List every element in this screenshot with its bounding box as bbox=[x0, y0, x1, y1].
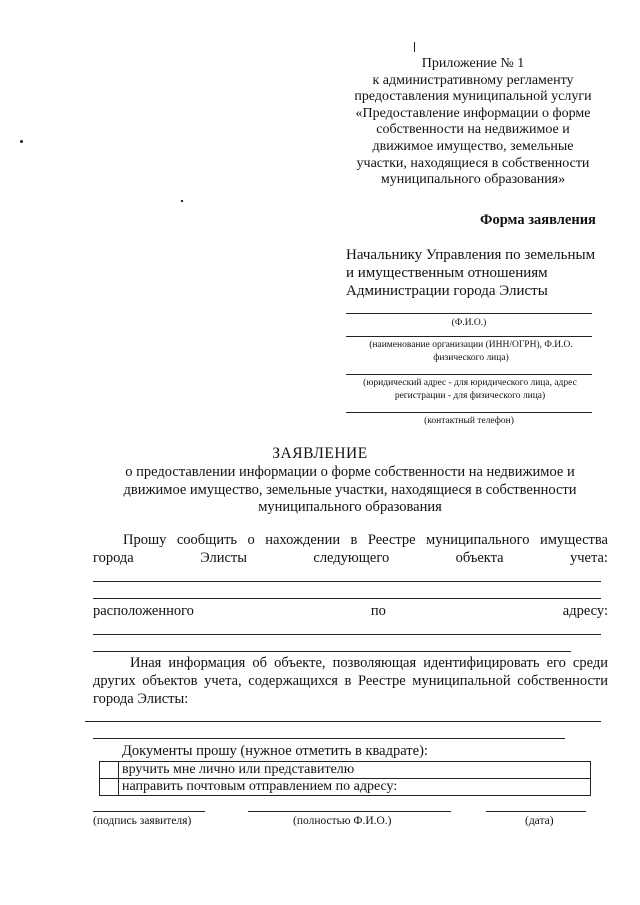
scan-mark bbox=[20, 140, 23, 143]
scan-mark bbox=[414, 42, 415, 52]
address-caption: (юридический адрес - для юридического лица, адрес регистрации - для физического лица) bbox=[363, 378, 577, 401]
org-caption: (наименование организации (ИНН/ОГРН), Ф.И.О. физического лица) bbox=[369, 340, 573, 363]
form-title: Форма заявления bbox=[480, 212, 596, 228]
delivery-options-table bbox=[99, 761, 591, 796]
appendix-line: участки, находящиеся в собственности bbox=[356, 155, 590, 171]
appendix-block bbox=[340, 56, 606, 189]
phone-caption: (контактный телефон) bbox=[424, 416, 514, 426]
checkbox-hand-delivery[interactable] bbox=[100, 762, 119, 779]
signature-line[interactable] bbox=[93, 811, 205, 812]
statement-subtitle-line: муниципального образования bbox=[258, 499, 442, 515]
scan-mark bbox=[181, 200, 183, 202]
object-field-line-2[interactable] bbox=[93, 598, 601, 599]
address-line-1[interactable] bbox=[93, 634, 601, 635]
request-word: города bbox=[93, 550, 134, 566]
request-word: Элисты bbox=[200, 550, 248, 566]
other-info-line-3: города Элисты: bbox=[93, 691, 189, 707]
request-word: учета: bbox=[569, 550, 608, 566]
located-line bbox=[93, 602, 608, 620]
addressee-line: и имущественным отношениям bbox=[346, 265, 548, 281]
appendix-line: муниципального образования» bbox=[380, 172, 566, 188]
appendix-line: «Предоставление информации о форме bbox=[355, 105, 591, 121]
located-word: адресу: bbox=[562, 603, 608, 619]
located-word: расположенного bbox=[93, 603, 194, 619]
other-info-field-line-2[interactable] bbox=[93, 738, 565, 739]
address-field-line[interactable] bbox=[346, 374, 592, 375]
other-info-line-2: других объектов учета, содержащихся в Реестре муниципальной собственности bbox=[93, 673, 608, 689]
date-caption: (дата) bbox=[525, 815, 554, 827]
object-field-line-1[interactable] bbox=[93, 581, 601, 582]
addressee-line: Администрации города Элисты bbox=[346, 283, 548, 299]
statement-subtitle bbox=[100, 464, 600, 517]
full-name-line[interactable] bbox=[248, 811, 451, 812]
date-line[interactable] bbox=[486, 811, 586, 812]
checkbox-mail-delivery[interactable] bbox=[100, 779, 119, 796]
appendix-line: движимое имущество, земельные bbox=[372, 138, 574, 154]
appendix-line: Приложение № 1 bbox=[421, 56, 525, 71]
documents-heading: Документы прошу (нужное отметить в квадрате): bbox=[122, 743, 428, 759]
request-line-2 bbox=[93, 549, 608, 567]
request-line-1: Прошу сообщить о нахождении в Реестре муниципального имущества bbox=[123, 532, 608, 548]
addressee-line: Начальнику Управления по земельным bbox=[346, 247, 596, 263]
appendix-line: предоставления муниципальной услуги bbox=[354, 89, 592, 105]
signature-caption: (подпись заявителя) bbox=[93, 815, 192, 827]
full-name-caption: (полностью Ф.И.О.) bbox=[293, 815, 392, 827]
statement-title: ЗАЯВЛЕНИЕ bbox=[272, 445, 368, 462]
fio-caption: (Ф.И.О.) bbox=[451, 318, 487, 328]
delivery-option bbox=[100, 779, 591, 796]
appendix-line: собственности на недвижимое и bbox=[376, 122, 570, 138]
request-word: объекта bbox=[455, 550, 504, 566]
delivery-option bbox=[100, 762, 591, 779]
other-info-line-1: Иная информация об объекте, позволяющая идентифицировать его среди bbox=[130, 655, 608, 671]
statement-subtitle-line: движимое имущество, земельные участки, находящиеся в собственности bbox=[123, 481, 577, 498]
option-label: направить почтовым отправлением по адресу: bbox=[119, 779, 591, 796]
address-line-2[interactable] bbox=[93, 651, 571, 652]
statement-subtitle-line: о предоставлении информации о форме собственности на недвижимое и bbox=[125, 464, 575, 480]
phone-field-line[interactable] bbox=[346, 412, 592, 413]
located-word: по bbox=[370, 603, 386, 619]
addressee-block bbox=[346, 246, 595, 300]
request-word: следующего bbox=[313, 550, 390, 566]
org-field-line[interactable] bbox=[346, 336, 592, 337]
other-info-field-line-1[interactable] bbox=[85, 721, 601, 722]
option-label: вручить мне лично или представителю bbox=[119, 762, 591, 779]
appendix-line: к административному регламенту bbox=[372, 72, 574, 88]
fio-field-line[interactable] bbox=[346, 313, 592, 314]
